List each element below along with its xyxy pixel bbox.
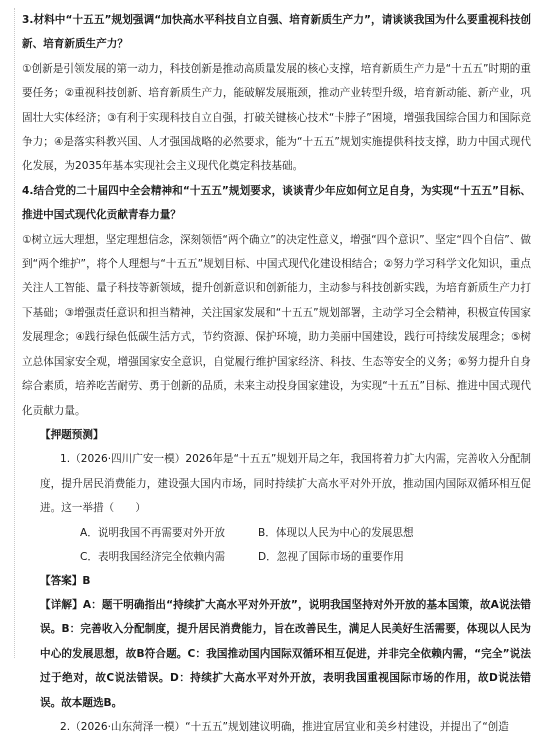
- question-3-title: 3.材料中“十五五”规划强调“加快高水平科技自立自强、培育新质生产力”，请谈谈我国为什么要重视科技创新、培育新质生产力？: [22, 14, 531, 51]
- page-margin-guide: [14, 8, 16, 658]
- mc1-options-row-1: [22, 521, 531, 545]
- mc1-option-b: B．体现以人民为中心的发展思想: [258, 526, 414, 539]
- mc1-stem: 1.（2026·四川广安一模）2026年是“十五五”规划开局之年，我国将着力扩大内需，完善收入分配制度，提升居民消费能力，建设强大国内市场，同时持续扩大高水平对外开放，推动国内国际双循环相互促进。这一举措（ ）: [40, 453, 531, 515]
- mc2-stem: 2.（2026·山东菏泽一模）“十五五”规划建议明确，推进宜居宜业和美乡村建设，并提出了“创造: [60, 720, 509, 733]
- question-3-answer: ①创新是引领发展的第一动力，科技创新是推动高质量发展的核心支撑，培育新质生产力是“十五五”时期的重要任务；②重视科技创新、培育新质生产力，能破解发展瓶颈，推动产业转型升级，培育新动能、新产业，巩固壮大实体经济；③有利于实现科技自立自强，打破关键核心技术“卡脖子”困境，增强我国综合国力和国际竞争力；④是落实科教兴国、人才强国战略的必然要求，能为“十五五”规划实施提供科技支撑，助力中国式现代化发展，为2035年基本实现社会主义现代化奠定科技基础。: [22, 62, 531, 173]
- mc1-answer: 【答案】B: [40, 574, 91, 587]
- question-4-title: 4.结合党的二十届四中全会精神和“十五五”规划要求，谈谈青少年应如何立足自身，为实现“十五五”目标、推进中国式现代化贡献青春力量？: [22, 184, 531, 222]
- explanation-tag: 【详解】: [40, 598, 83, 611]
- mc1-option-c: C．表明我国经济完全依赖内需: [80, 550, 226, 563]
- mc1-option-a: A．说明我国不再需要对外开放: [80, 526, 225, 539]
- explanation-text: A：题干明确指出“持续扩大高水平对外开放”，说明我国坚持对外开放的基本国策，故A说法错误。B：完善收入分配制度，提升居民消费能力，旨在改善民生，满足人民美好生活需要，体现以人民为中心的发展思想，故B符合题。C：我国推动国内国际双循环相互促进，并非完全依赖内需，“完全”说法过于绝对，故C说法错误。D：持续扩大高水平对外开放，表明我国重视国际市场的作用，故D说法错误。故本题选B。: [40, 598, 531, 709]
- mc1-options-row-2: [22, 545, 531, 569]
- mc1-option-d: D．忽视了国际市场的重要作用: [258, 550, 404, 563]
- question-4-answer: ①树立远大理想，坚定理想信念，深刻领悟“两个确立”的决定性意义，增强“四个意识”、坚定“四个自信”、做到“两个维护”，将个人理想与“十五五”规划目标、中国式现代化建设相结合；②努力学习科学文化知识，重点关注人工智能、量子科技等新领域，提升创新意识和创新能力，主动参与科技创新实践，为培育新质生产力打下基础；③增强责任意识和担当精神，关注国家发展和“十五五”规划部署，主动学习全会精神，积极宣传国家发展理念；④践行绿色低碳生活方式，节约资源、保护环境，助力美丽中国建设，践行可持续发展理念；⑤树立总体国家安全观，增强国家安全意识，自觉履行维护国家经济、科技、生态等安全的义务；⑥努力提升自身综合素质，培养吃苦耐劳、勇于创新的品质，未来主动投身国家建设，为实现“十五五”目标、推进中国式现代化贡献力量。: [22, 233, 531, 417]
- section-label: 【押题预测】: [40, 428, 104, 441]
- mc1-explanation: [22, 593, 531, 715]
